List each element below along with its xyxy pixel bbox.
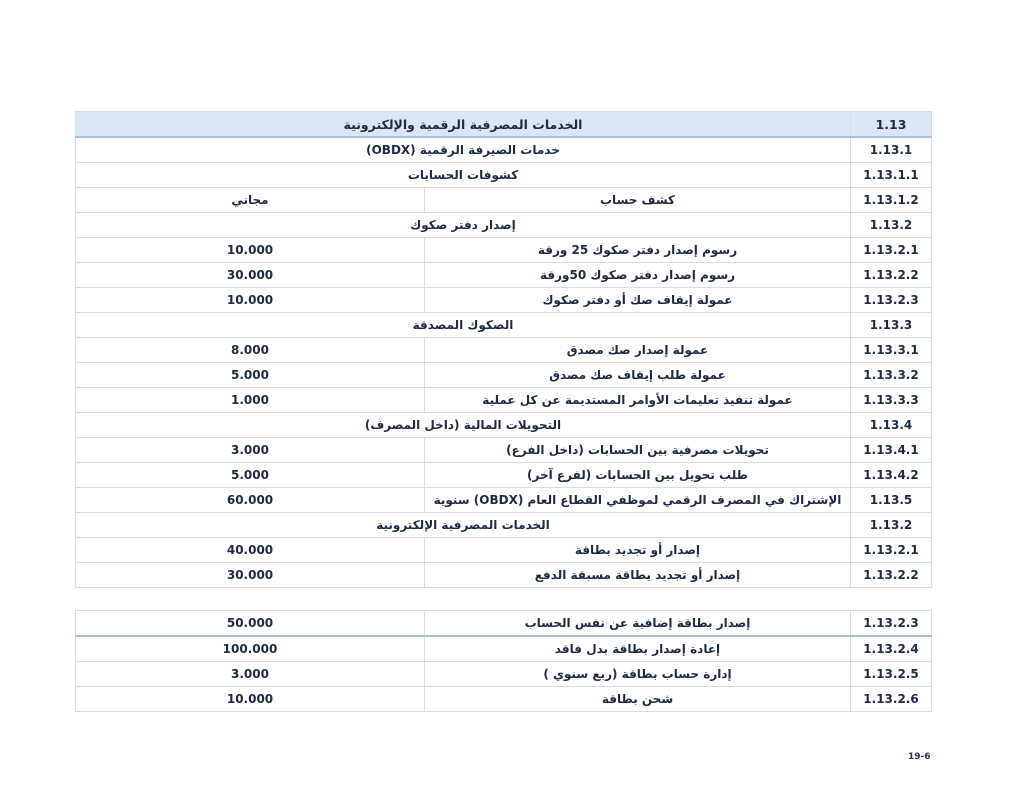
fee-description: إعادة إصدار بطاقة بدل فاقد: [425, 636, 851, 662]
table-row: [76, 238, 932, 263]
fee-value: 10.000: [76, 288, 425, 313]
table-row: [76, 488, 932, 513]
section-number: 1.13.3: [851, 313, 932, 338]
table-row: [76, 263, 932, 288]
table-row: [76, 563, 932, 588]
table-row: [76, 636, 932, 662]
section-title: إصدار دفتر صكوك: [76, 213, 851, 238]
item-number: 1.13.1.2: [851, 188, 932, 213]
item-number: 1.13.2.3: [851, 288, 932, 313]
fee-description: إدارة حساب بطاقة (ربع سنوي ): [425, 662, 851, 687]
fee-value: 100.000: [76, 636, 425, 662]
table-row: [76, 687, 932, 712]
section-title: التحويلات المالية (داخل المصرف): [76, 413, 851, 438]
table-row: [76, 438, 932, 463]
fee-value: مجاني: [76, 188, 425, 213]
fee-description: إصدار أو تجديد بطاقة مسبقة الدفع: [425, 563, 851, 588]
fee-description: رسوم إصدار دفتر صكوك 50ورقة: [425, 263, 851, 288]
section-number: 1.13: [851, 112, 932, 138]
fee-description: طلب تحويل بين الحسابات (لفرع آخر): [425, 463, 851, 488]
fee-value: 40.000: [76, 538, 425, 563]
section-number: 1.13.2: [851, 213, 932, 238]
fee-value: 8.000: [76, 338, 425, 363]
item-number: 1.13.2.3: [851, 611, 932, 637]
table-row: [76, 363, 932, 388]
table-row: [76, 188, 932, 213]
table-row: [76, 538, 932, 563]
item-number: 1.13.2.2: [851, 263, 932, 288]
fee-description: تحويلات مصرفية بين الحسابات (داخل الفرع): [425, 438, 851, 463]
table-row: [76, 213, 932, 238]
fee-value: 60.000: [76, 488, 425, 513]
fee-description: إصدار بطاقة إضافية عن نفس الحساب: [425, 611, 851, 637]
fee-description: شحن بطاقة: [425, 687, 851, 712]
fee-description: عمولة تنفيذ تعليمات الأوامر المستديمة عن كل عملية: [425, 388, 851, 413]
section-number: 1.13.2: [851, 513, 932, 538]
section-title: الخدمات المصرفية الرقمية والإلكترونية: [76, 112, 851, 138]
fee-value: 30.000: [76, 263, 425, 288]
fee-description: عمولة طلب إيقاف صك مصدق: [425, 363, 851, 388]
table-row: [76, 413, 932, 438]
fee-value: 5.000: [76, 463, 425, 488]
section-number: 1.13.4: [851, 413, 932, 438]
item-number: 1.13.2.1: [851, 538, 932, 563]
fee-value: 10.000: [76, 238, 425, 263]
fee-description: عمولة إيقاف صك أو دفتر صكوك: [425, 288, 851, 313]
fee-description: كشف حساب: [425, 188, 851, 213]
fee-value: 10.000: [76, 687, 425, 712]
fee-description: الإشتراك في المصرف الرقمي لموظفي القطاع العام (OBDX) سنوية: [425, 488, 851, 513]
table-row: [76, 463, 932, 488]
item-number: 1.13.3.3: [851, 388, 932, 413]
fee-value: 3.000: [76, 438, 425, 463]
table-row: [76, 313, 932, 338]
item-number: 1.13.4.2: [851, 463, 932, 488]
fees-table: [75, 111, 932, 588]
table-row: [76, 163, 932, 188]
table-row: [76, 338, 932, 363]
item-number: 1.13.3.2: [851, 363, 932, 388]
fee-value: 5.000: [76, 363, 425, 388]
table-row: [76, 388, 932, 413]
fees-table-continued: [75, 610, 932, 712]
table-row: [76, 137, 932, 163]
item-number: 1.13.3.1: [851, 338, 932, 363]
section-title: كشوفات الحسابات: [76, 163, 851, 188]
section-number: 1.13.1: [851, 137, 932, 163]
section-title: الصكوك المصدقة: [76, 313, 851, 338]
item-number: 1.13.5: [851, 488, 932, 513]
fee-value: 50.000: [76, 611, 425, 637]
fee-value: 1.000: [76, 388, 425, 413]
table-row: [76, 611, 932, 637]
fee-description: عمولة إصدار صك مصدق: [425, 338, 851, 363]
item-number: 1.13.2.5: [851, 662, 932, 687]
section-title: خدمات الصيرفة الرقمية (OBDX): [76, 137, 851, 163]
item-number: 1.13.2.1: [851, 238, 932, 263]
fee-value: 30.000: [76, 563, 425, 588]
item-number: 1.13.4.1: [851, 438, 932, 463]
item-number: 1.13.2.2: [851, 563, 932, 588]
fee-description: إصدار أو تجديد بطاقة: [425, 538, 851, 563]
item-number: 1.13.2.6: [851, 687, 932, 712]
section-title: الخدمات المصرفية الإلكترونية: [76, 513, 851, 538]
table-row: [76, 513, 932, 538]
table-header-row: [76, 112, 932, 138]
page-number: 19-6: [908, 752, 931, 762]
table-row: [76, 662, 932, 687]
fee-description: رسوم إصدار دفتر صكوك 25 ورقة: [425, 238, 851, 263]
table-row: [76, 288, 932, 313]
fee-value: 3.000: [76, 662, 425, 687]
item-number: 1.13.2.4: [851, 636, 932, 662]
section-number: 1.13.1.1: [851, 163, 932, 188]
